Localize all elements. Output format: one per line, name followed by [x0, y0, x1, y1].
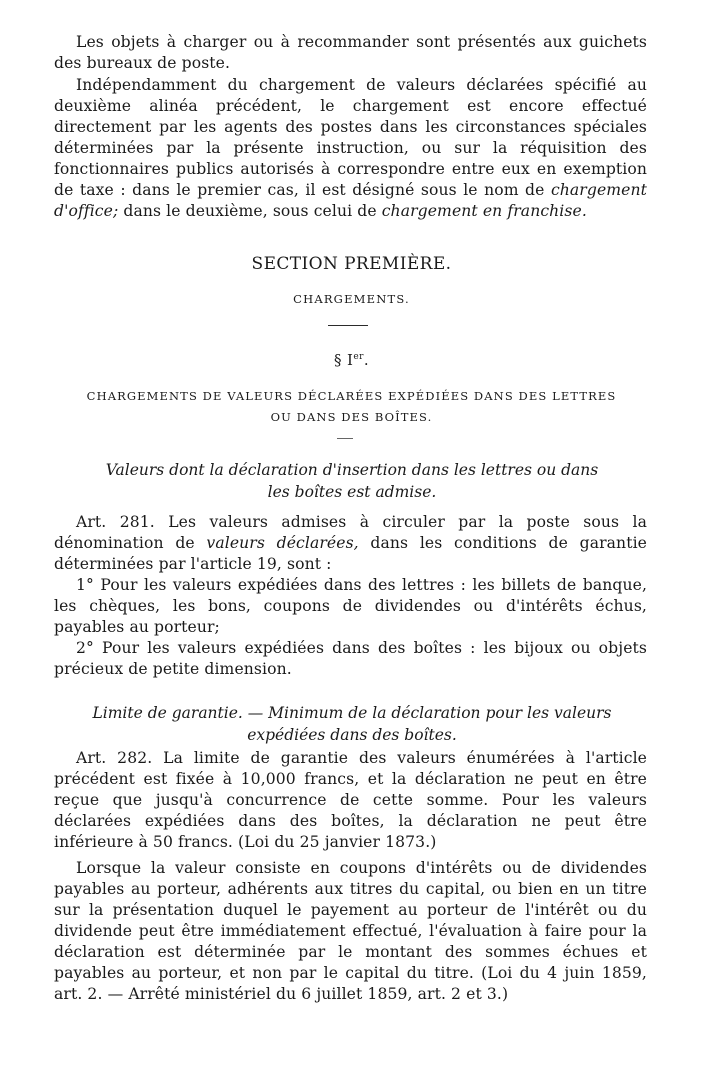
- paragraph-heading-line-2: OU DANS DES BOÎTES.: [270, 410, 433, 424]
- paragraph-sign: [0, 351, 703, 369]
- art281-italic: valeurs déclarées,: [206, 534, 359, 552]
- intro-paragraph-2: [54, 75, 647, 222]
- intro-p2-mid: dans le deuxième, sous celui de: [118, 202, 382, 220]
- paragraph-sign-dot: .: [363, 351, 369, 369]
- article-282-paragraph-1: Art. 282. La limite de garantie des valeurs énumérées à l'article précédent est fixée à 10,000 francs, et la déclaration ne peut en être reçue que jusqu'à concurrence de cette somme. Pour les valeurs déclarées expédiées dans des boîtes, la déclaration ne peut être inférieure à 50 francs. (Loi du 25 janvier 1873.): [54, 749, 647, 851]
- subheading2-line-2: expédiées dans des boîtes.: [247, 726, 457, 744]
- intro-p2-italic-chargement-franchise: chargement en franchise.: [381, 202, 587, 220]
- article-282-paragraph-2: Lorsque la valeur consiste en coupons d'intérêts ou de dividendes payables au porteur, adhérents aux titres du capital, ou bien en un titre sur la présentation duquel le payement au porteur de l'intérêt ou du dividende peut être immédiatement effectué, l'évaluation à faire pour la déclaration est déterminée par le montant des sommes échues et payables au porteur, et non par le capital du titre. (Loi du 4 juin 1859, art. 2. — Arrêté ministériel du 6 juillet 1859, art. 2 et 3.): [54, 859, 647, 1003]
- article-281-item-2: 2° Pour les valeurs expédiées dans des boîtes : les bijoux ou objets précieux de petite dimension.: [54, 639, 647, 678]
- paragraph-sign-text: § I: [333, 351, 354, 369]
- small-divider: [337, 438, 353, 439]
- subheading1-line-1: Valeurs dont la déclaration d'insertion dans les lettres ou dans: [105, 461, 599, 479]
- paragraph-heading-line-1: CHARGEMENTS DE VALEURS DÉCLARÉES EXPÉDIÉES DANS DES LETTRES: [86, 389, 617, 403]
- intro-p1-text: Les objets à charger ou à recommander sont présentés aux guichets des bureaux de poste.: [54, 33, 647, 72]
- article-281-item-1: 1° Pour les valeurs expédiées dans des lettres : les billets de banque, les chèques, les bons, coupons de dividendes ou d'intérêts échus, payables au porteur;: [54, 576, 647, 636]
- subheading1-line-2: les boîtes est admise.: [267, 483, 437, 501]
- section-title: SECTION PREMIÈRE.: [251, 254, 452, 274]
- intro-p2-italic-chargement-office: chargement d'office;: [54, 181, 647, 220]
- art281-end: dans les conditions de garantie déterminées par l'article 19, sont :: [54, 534, 647, 573]
- paragraph-heading: [0, 386, 703, 428]
- intro-p2-text: Indépendamment du chargement de valeurs déclarées spécifié au deuxième alinéa précédent, le chargement est encore effectué directement par les agents des postes dans les circonstances spéciales déterminées par la présente instruction, ou sur la réquisition des fonctionnaires publics autorisés à correspondre entre eux en exemption de taxe : dans le premier cas, il est désigné sous le nom de: [54, 76, 647, 199]
- subheading2-line-1: Limite de garantie. — Minimum de la déclaration pour les valeurs: [92, 704, 612, 722]
- intro-paragraph-1: [54, 32, 647, 74]
- art281-start: Art. 281. Les valeurs admises à circuler par la poste sous la dénomination de: [54, 513, 647, 552]
- section-subtitle: CHARGEMENTS.: [293, 292, 410, 306]
- paragraph-sign-sup: er: [353, 352, 364, 362]
- subheading-declaration-admise: [82, 459, 622, 503]
- divider-rule: [328, 325, 368, 326]
- subheading-limite-garantie: [82, 702, 622, 746]
- article-281: [54, 512, 647, 575]
